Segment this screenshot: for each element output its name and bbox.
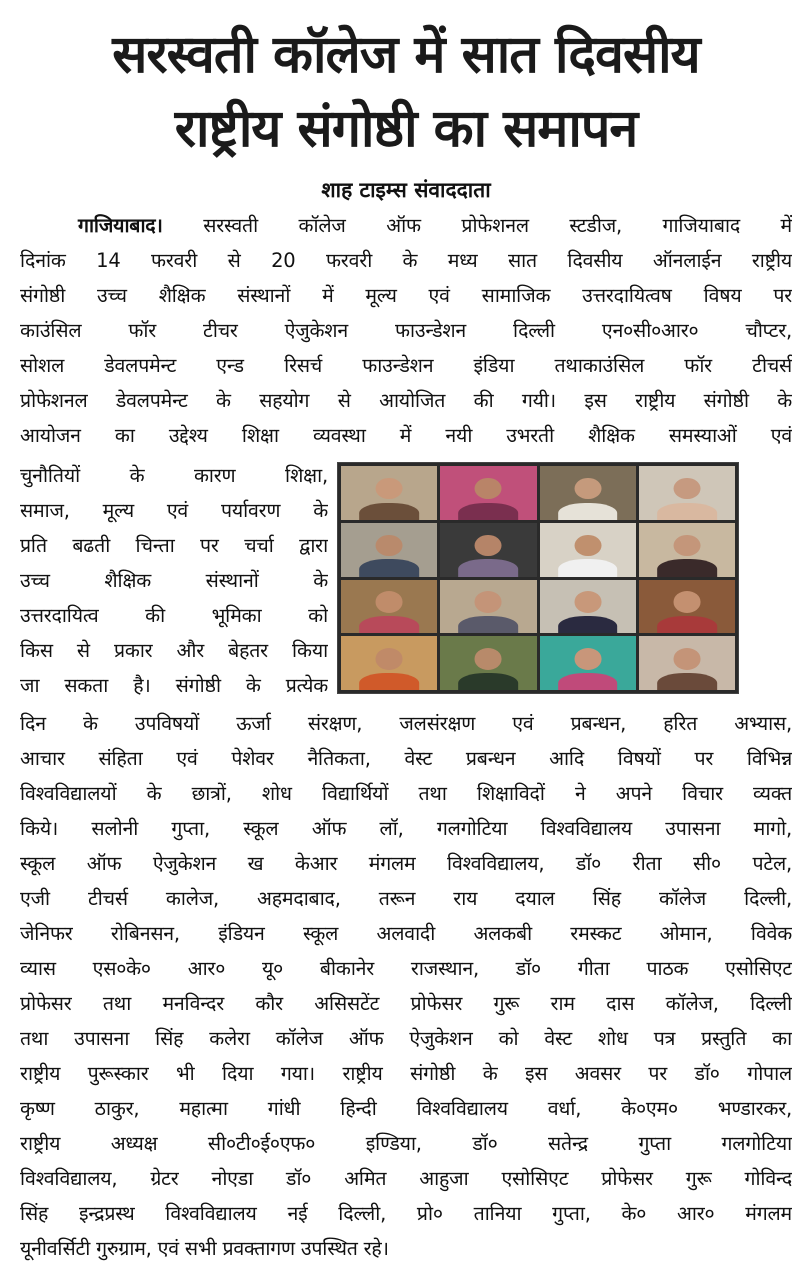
- paragraph-line: किस से प्रकार और बेहतर किया: [20, 639, 328, 662]
- video-conference-photo: [337, 462, 739, 694]
- paragraph-line: किये। सलोनी गुप्ता, स्कूल ऑफ लॉ, गलगोटिया विश्वविद्यालय उपासना मागो,: [20, 817, 792, 840]
- participant-tile: [639, 636, 735, 690]
- paragraph-line: समाज, मूल्य एवं पर्यावरण के: [20, 499, 328, 522]
- paragraph-line: विश्वविद्यालयों के छात्रों, शोध विद्यार्थियों तथा शिक्षाविदों ने अपने विचार व्यक्त: [20, 782, 792, 805]
- paragraph-line: प्रति बढती चिन्ता पर चर्चा द्वारा: [20, 534, 328, 557]
- participant-tile: [540, 580, 636, 634]
- byline: शाह टाइम्स संवाददाता: [321, 178, 491, 202]
- paragraph-line: राष्ट्रीय अध्यक्ष सी०टी०ई०एफ० इण्डिया, डॉ० सतेन्द्र गुप्ता गलगोटिया: [20, 1132, 792, 1155]
- participant-tile: [440, 636, 536, 690]
- paragraph-line: उच्च शैक्षिक संस्थानों के: [20, 569, 328, 592]
- article-wrap-column: [20, 458, 328, 703]
- paragraph-line: सोशल डेवलपमेन्ट एन्ड रिसर्च फाउन्डेशन इंडिया तथाकाउंसिल फॉर टीचर्स: [20, 354, 792, 377]
- participant-tile: [540, 523, 636, 577]
- paragraph-line: व्यास एस०के० आर० यू० बीकानेर राजस्थान, डॉ० गीता पाठक एसोसिएट: [20, 957, 792, 980]
- paragraph-line: तथा उपासना सिंह कलेरा कॉलेज ऑफ ऐजुकेशन को वेस्ट शोध पत्र प्रस्तुति का: [20, 1027, 792, 1050]
- participant-tile: [440, 523, 536, 577]
- paragraph-line: जेनिफर रोबिनसन, इंडियन स्कूल अलवादी अलकबी रमस्कट ओमान, विवेक: [20, 922, 792, 945]
- article-body: [20, 706, 792, 1266]
- participant-tile: [341, 523, 437, 577]
- participant-tile: [440, 580, 536, 634]
- paragraph-line: गाजियाबाद। सरस्वती कॉलेज ऑफ प्रोफेशनल स्टडीज, गाजियाबाद में: [78, 214, 792, 237]
- paragraph-line: दिनांक 14 फरवरी से 20 फरवरी के मध्य सात दिवसीय ऑनलाईन राष्ट्रीय: [20, 249, 792, 272]
- participant-tile: [540, 636, 636, 690]
- paragraph-line: विश्वविद्यालय, ग्रेटर नोएडा डॉ० अमित आहुजा एसोसिएट प्रोफेसर गुरू गोविन्द: [20, 1167, 792, 1190]
- paragraph-line: काउंसिल फॉर टीचर ऐजुकेशन फाउन्डेशन दिल्ली एन०सी०आर० चौप्टर,: [20, 319, 792, 342]
- paragraph-line: आचार संहिता एवं पेशेवर नैतिकता, वेस्ट प्रबन्धन आदि विषयों पर विभिन्न: [20, 747, 792, 770]
- paragraph-line: एजी टीचर्स कालेज, अहमदाबाद, तरून राय दयाल सिंह कॉलेज दिल्ली,: [20, 887, 792, 910]
- headline-line-2: राष्ट्रीय संगोष्ठी का समापन: [174, 99, 638, 159]
- paragraph-line: जा सकता है। संगोष्ठी के प्रत्येक: [20, 674, 328, 697]
- headline-line-1: सरस्वती कॉलेज में सात दिवसीय: [112, 25, 700, 85]
- paragraph-line: प्रोफेशनल डेवलपमेन्ट के सहयोग से आयोजित की गयी। इस राष्ट्रीय संगोष्ठी के: [20, 389, 792, 412]
- dateline: गाजियाबाद।: [78, 214, 163, 237]
- paragraph-line: चुनौतियों के कारण शिक्षा,: [20, 464, 328, 487]
- paragraph-line: उत्तरदायित्व की भूमिका को: [20, 604, 328, 627]
- headline: [10, 18, 802, 166]
- participant-tile: [440, 466, 536, 520]
- paragraph-line: दिन के उपविषयों ऊर्जा संरक्षण, जलसंरक्षण एवं प्रबन्धन, हरित अभ्यास,: [20, 712, 792, 735]
- paragraph-line: आयोजन का उद्देश्य शिक्षा व्यवस्था में नयी उभरती शैक्षिक समस्याओं एवं: [20, 424, 792, 447]
- paragraph-line: स्कूल ऑफ ऐजुकेशन ख केआर मंगलम विश्वविद्यालय, डॉ० रीता सी० पटेल,: [20, 852, 792, 875]
- participant-tile: [639, 580, 735, 634]
- participant-tile: [341, 636, 437, 690]
- paragraph-line: कृष्ण ठाकुर, महात्मा गांधी हिन्दी विश्वविद्यालय वर्धा, के०एम० भण्डारकर,: [20, 1097, 792, 1120]
- paragraph-line: राष्ट्रीय पुरूस्कार भी दिया गया। राष्ट्रीय संगोष्ठी के इस अवसर पर डॉ० गोपाल: [20, 1062, 792, 1085]
- participant-tile: [341, 466, 437, 520]
- article-intro: [20, 208, 792, 453]
- participant-tile: [540, 466, 636, 520]
- paragraph-line: सिंह इन्द्रप्रस्थ विश्वविद्यालय नई दिल्ली, प्रो० तानिया गुप्ता, के० आर० मंगलम: [20, 1202, 792, 1225]
- paragraph-line: संगोष्ठी उच्च शैक्षिक संस्थानों में मूल्य एवं सामाजिक उत्तरदायित्वष विषय पर: [20, 284, 792, 307]
- paragraph-line: प्रोफेसर तथा मनविन्दर कौर असिसटेंट प्रोफेसर गुरू राम दास कॉलेज, दिल्ली: [20, 992, 792, 1015]
- participant-tile: [639, 466, 735, 520]
- participant-tile: [639, 523, 735, 577]
- paragraph-line: यूनीवर्सिटी गुरुग्राम, एवं सभी प्रवक्तागण उपस्थित रहे।: [20, 1237, 389, 1260]
- participant-tile: [341, 580, 437, 634]
